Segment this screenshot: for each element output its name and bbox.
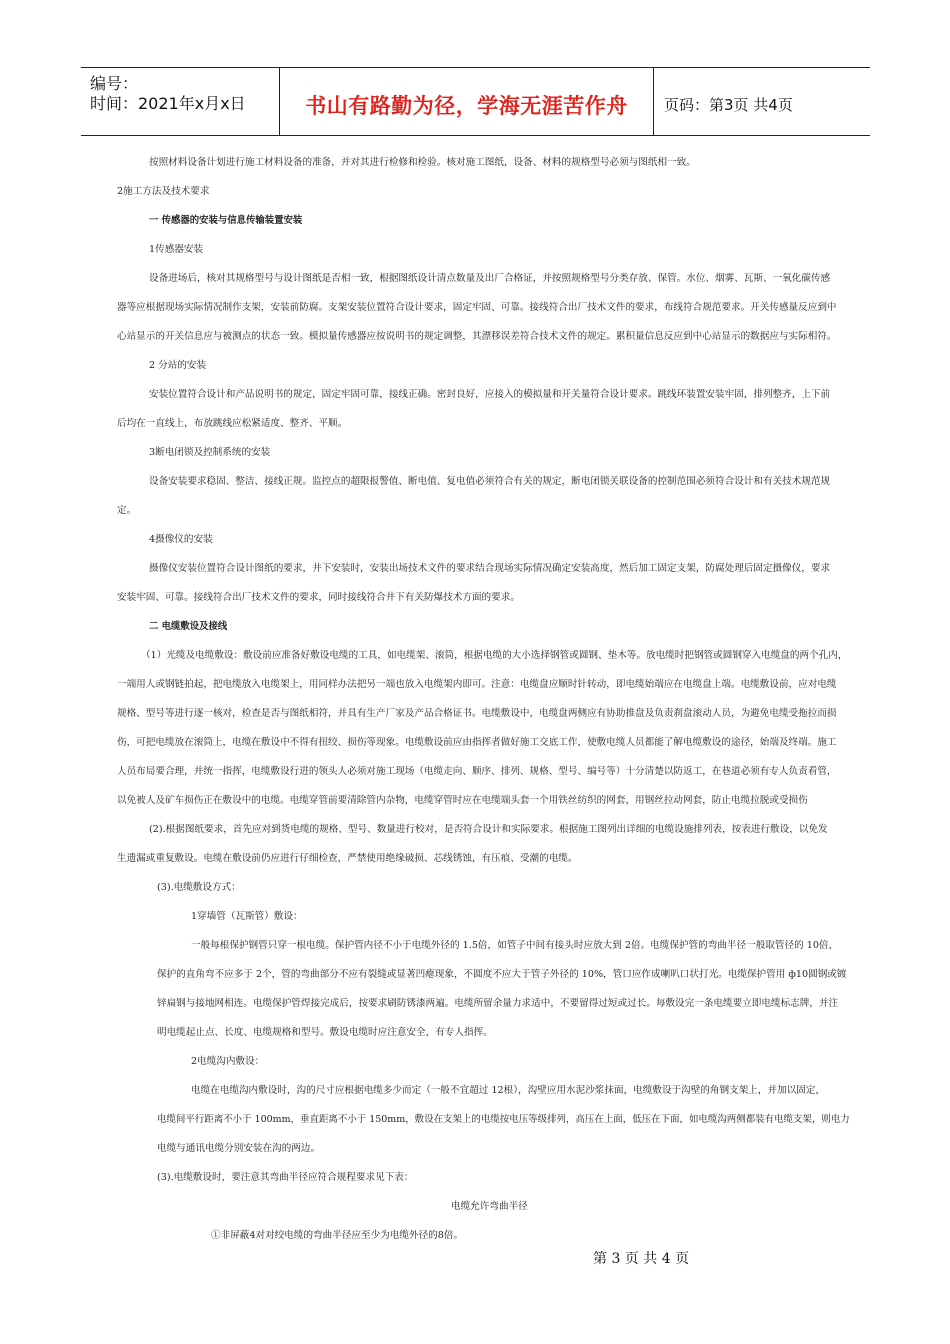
motto-text: 书山有路勤为径，学海无涯苦作舟 (305, 94, 628, 118)
body-line: 以免被人及矿车损伤正在敷设中的电缆。电缆穿管前要清除管内杂物，电缆穿管时应在电缆端头套一个用铁丝纺织的网套，用钢丝拉动网套，防止电缆拉脱或受损伤 (117, 795, 808, 806)
body-line: 生遗漏或重复敷设。电缆在敷设前仍应进行仔细检查，严禁使用绝缘破损、芯线锈蚀，有压痕、受潮的电缆。 (117, 853, 578, 864)
body-line: 电缆在电缆沟内敷设时，沟的尺寸应根据电缆多少而定（一般不宜超过 12根），沟壁应用水泥沙浆抹面，电缆敷设于沟壁的角钢支架上，并加以固定， (191, 1085, 826, 1096)
body-line: 锌扁钢与接地网相连。电缆保护管焊接完成后，按要求刷防锈漆两遍。电缆所留余量力求适中，不要留得过短或过长。每敷设完一条电缆要立即电缆标志牌，并注 (157, 998, 839, 1009)
body-line: 电缆间平行距离不小于 100mm，垂直距离不小于 150mm，敷设在支架上的电缆按电压等级排列，高压在上面，低压在下面，如电缆沟两侧都装有电缆支架，则电力 (157, 1114, 850, 1125)
item-heading: 2电缆沟内敷设： (191, 1056, 265, 1067)
item-heading: (3).电缆敷设方式： (157, 882, 241, 893)
subsection-heading: 二 电缆敷设及接线 (149, 621, 228, 632)
item-heading: 1穿墙管（瓦斯管）敷设： (191, 911, 303, 922)
body-line: 设备进场后，核对其规格型号与设计图纸是否相一致，根据图纸设计清点数量及出厂合格证，并按照规格型号分类存放、保管。水位、烟雾、瓦斯、一氧化碳传感 (149, 273, 831, 284)
body-line: 一般每根保护钢管只穿一根电缆。保护管内径不小于电缆外径的 1.5倍，如管子中间有接头时应放大到 2倍。电缆保护管的弯曲半径一般取管径的 10倍， (191, 940, 839, 951)
document-number-label: 编号： (90, 74, 139, 93)
body-line: 一端用人或钢链拍起，把电缆放入电缆架上，用同样办法把另一端也放入电缆架内即可。注意：电缆盘应顺时针转动，即电缆始端应在电缆盘上端。电缆敷设前，应对电缆 (117, 679, 837, 690)
subsection-heading: 一 传感器的安装与信息传输装置安装 (149, 215, 303, 226)
body-line: 人员布局要合理，并统一指挥，电缆敷设行进的领头人必须对施工现场（电缆走向、顺序、排列、规格、型号、编号等）十分清楚以防返工，在巷道必须有专人负责看管， (117, 766, 837, 777)
document-time-label: 时间：2021年x月x日 (90, 94, 246, 113)
body-line: 器等应根据现场实际情况制作支架，安装前防腐。支架安装位置符合设计要求，固定牢固、可靠。接线符合出厂技术文件的要求，布线符合规范要求。开关传感量反应到中 (117, 302, 837, 313)
item-heading: 2 分站的安装 (149, 360, 207, 371)
item-heading: 4摄像仪的安装 (149, 534, 213, 545)
body-line: ①非屏蔽4对对绞电缆的弯曲半径应至少为电缆外径的8倍。 (211, 1230, 464, 1241)
page-header (81, 67, 870, 136)
item-heading: 3断电闭锁及控制系统的安装 (149, 447, 271, 458)
body-line: 安装牢固、可靠。接线符合出厂技术文件的要求，同时接线符合井下有关防爆技术方面的要求。 (117, 592, 520, 603)
body-line: 定。 (117, 505, 137, 516)
body-line: 按照材料设备计划进行施工材料设备的准备，并对其进行检修和检验。核对施工图纸，设备、材料的规格型号必须与图纸相一致。 (149, 157, 696, 168)
item-heading: 1传感器安装 (149, 244, 204, 255)
section-heading: 2施工方法及技术要求 (117, 186, 210, 197)
header-right-cell (654, 68, 870, 135)
body-line: 心站显示的开关信息应与被测点的状态一致。模拟量传感器应按说明书的规定调整，其漂移误差符合技术文件的规定。累积量信息反应到中心站显示的数据应与实际相符。 (117, 331, 837, 342)
body-line: 明电缆起止点、长度、电缆规格和型号。敷设电缆时应注意安全，有专人指挥。 (157, 1027, 493, 1038)
body-line: (2).根据图纸要求，首先应对到货电缆的规格、型号、数量进行校对，是否符合设计和实际要求。根据施工图列出详细的电缆设施排列表，按表进行敷设，以免发 (149, 824, 828, 835)
body-line: 安装位置符合设计和产品说明书的规定，固定牢固可靠，接线正确。密封良好，应接入的模拟量和开关量符合设计要求。跳线环装置安装牢固，排列整齐，上下前 (149, 389, 831, 400)
header-middle-cell (280, 68, 654, 135)
body-line: 保护的直角弯不应多于 2个，管的弯曲部分不应有裂缝或显著凹瘪现象，不圆度不应大于管子外径的 10%，管口应作成喇叭口状打光。电缆保护管用 ф10圆钢或镀 (157, 969, 847, 980)
body-line: 后均在一直线上，布放跳线应松紧适度、整齐、平顺。 (117, 418, 348, 429)
page-code-label: 页码：第3页 共4页 (664, 96, 793, 114)
body-line: 规格、型号等进行逐一核对，检查是否与图纸相符，并具有生产厂家及产品合格证书。电缆敷设中，电缆盘两侧应有协助推盘及负责刹盘滚动人员，为避免电缆受拖拉而损 (117, 708, 837, 719)
table-caption: 电缆允许弯曲半径 (451, 1201, 528, 1212)
body-line: 电缆与通讯电缆分别安装在沟的两边。 (157, 1143, 321, 1154)
body-line: （1）光缆及电缆敷设：敷设前应准备好敷设电缆的工具，如电缆架、滚筒，根据电缆的大小选择钢管或圆钢、垫木等。放电缆时把钢管或圆钢穿入电缆盘的两个孔内， (141, 650, 848, 661)
body-line: 伤，可把电缆放在滚筒上，电缆在敷设中不得有扭绞、损伤等现象。电缆敷设前应由指挥者做好施工交底工作，使敷电缆人员都能了解电缆敷设的途径，始端及终端。施工 (117, 737, 837, 748)
body-line: 摄像仪安装位置符合设计图纸的要求，井下安装时，安装出场技术文件的要求结合现场实际情况确定安装高度，然后加工固定支架，防腐处理后固定摄像仪，要求 (149, 563, 831, 574)
body-line: 设备安装要求稳固、整洁、接线正规。监控点的超限报警值、断电值、复电值必须符合有关的规定，断电闭锁关联设备的控制范围必须符合设计和有关技术规范规 (149, 476, 831, 487)
item-heading: (3).电缆敷设时，要注意其弯曲半径应符合规程要求见下表： (157, 1172, 414, 1183)
page-footer: 第 3 页 共 4 页 (593, 1251, 690, 1267)
header-left-cell (81, 68, 280, 135)
